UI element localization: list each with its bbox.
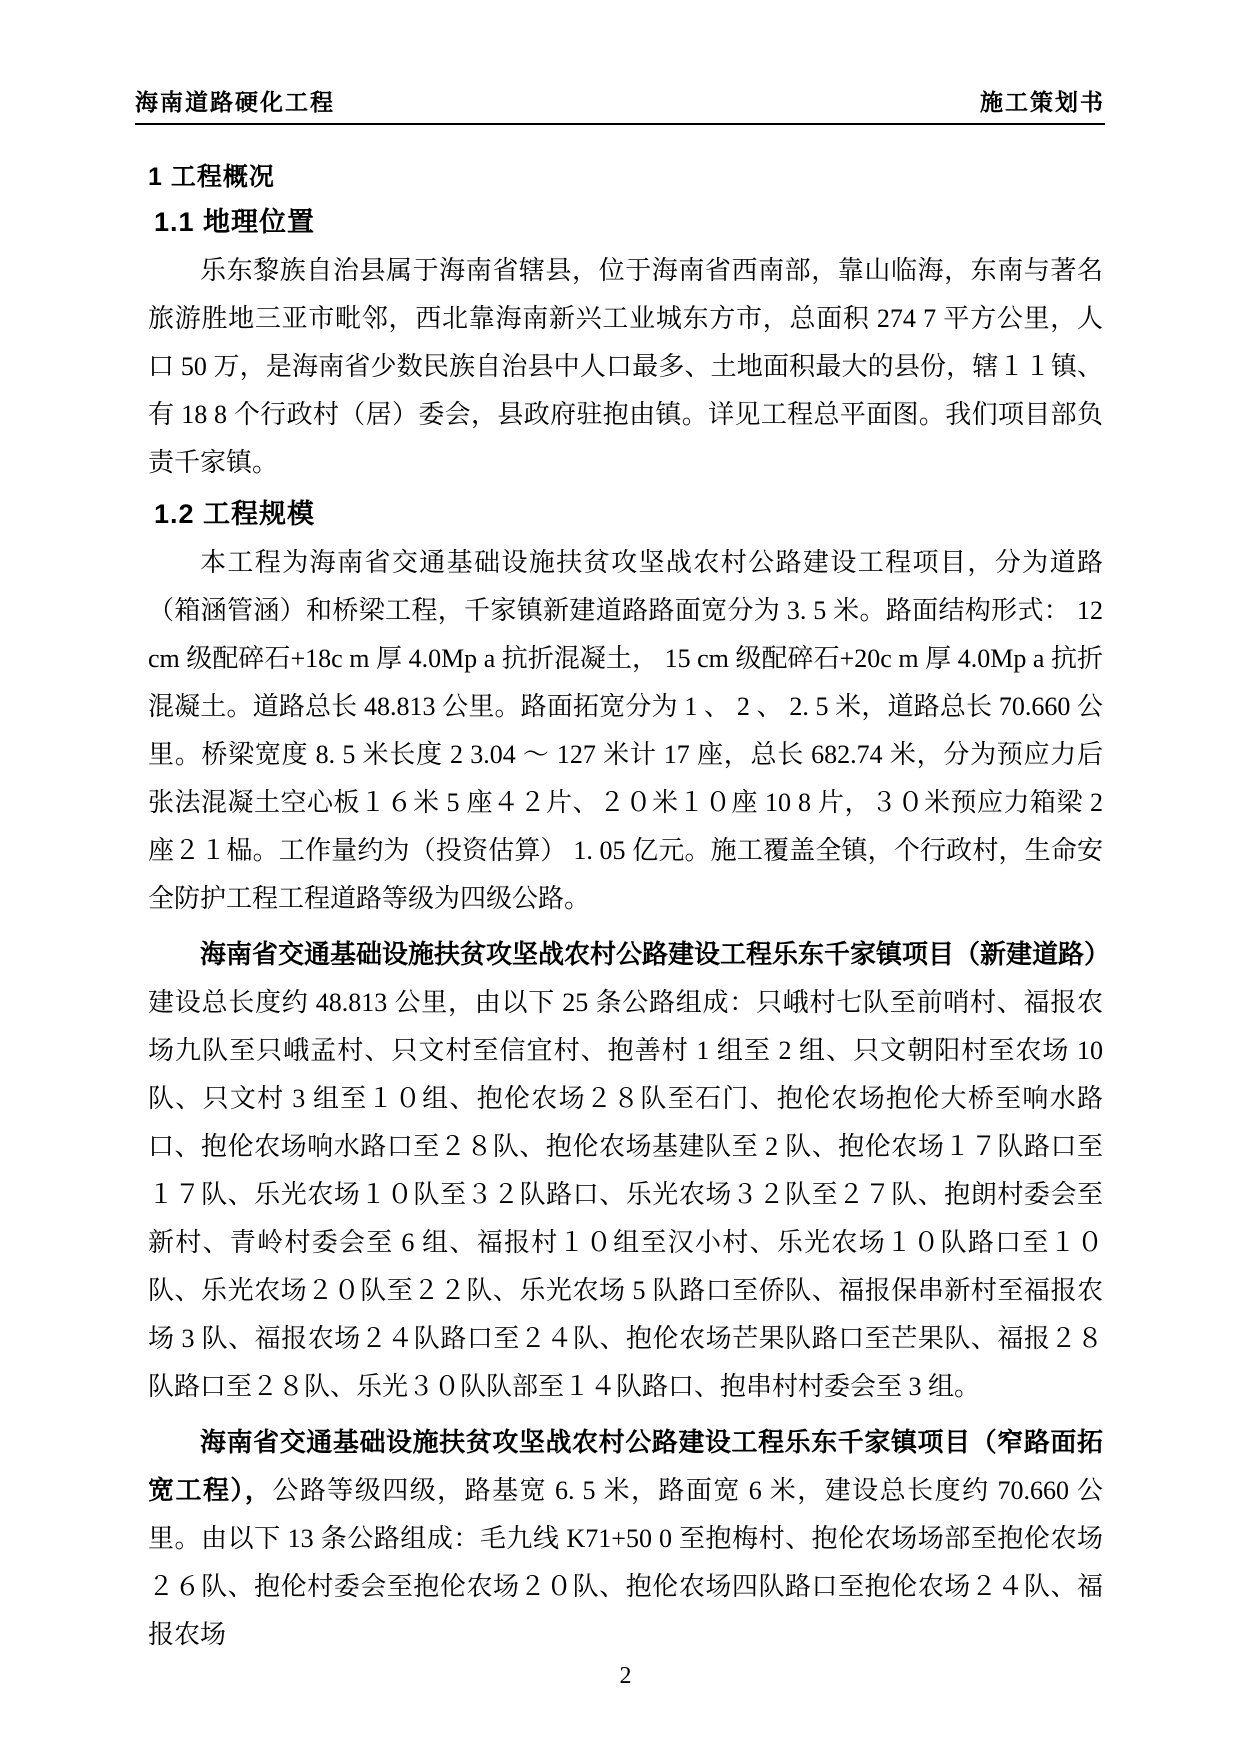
paragraph-widening-project — [148, 1419, 1103, 1659]
page-footer — [148, 1661, 1103, 1691]
header-left-title: 海南道路硬化工程 — [135, 90, 335, 115]
document-body — [148, 161, 1111, 1691]
header-right-title: 施工策划书 — [980, 90, 1105, 115]
page-number: 2 — [619, 1663, 632, 1689]
widening-project-title: 海南省交通基础设施扶贫攻坚战农村公路建设工程乐东千家镇项目（窄路面拓宽工程）， — [148, 1428, 1103, 1505]
new-road-project-title: 海南省交通基础设施扶贫攻坚战农村公路建设工程乐东千家镇项目（新建道路） — [200, 940, 1111, 969]
paragraph-new-road-project — [148, 931, 1111, 1411]
new-road-project-detail: 建设总长度约 48.813 公里，由以下 25 条公路组成：只峨村七队至前哨村、福报农场九队至只峨孟村、只文村至信宜村、抱善村 1 组至 2 组、只文朝阳村至农场 10 队、只文村 3 组至１０组、抱伦农场２８队至石门、抱伦农场抱伦大桥至响水路口、抱伦农场响水路口至２８队、抱伦农场基建队至 2 队、抱伦农场１７队路口至１７队、乐光农场１０队至３２队路口、乐光农场３２队至２７队、抱朗村委会至新村、青岭村委会至 6 组、福报村１０组至汉小村、乐光农场１０队路口至１０队、乐光农场２０队至２２队、乐光农场 5 队路口至侨队、福报保串新村至福报农场 3 队、福报农场２４队路口至２４队、抱伦农场芒果队路口至芒果队、福报２８队路口至２８队、乐光３０队队部至１４队路口、抱串村村委会至 3 组。 — [148, 988, 1103, 1401]
heading-geographic-location: 1.1 地理位置 — [154, 207, 316, 237]
heading-project-overview: 1 工程概况 — [148, 163, 275, 191]
heading-project-scale: 1.2 工程规模 — [154, 499, 316, 529]
paragraph-geographic-location: 乐东黎族自治县属于海南省辖县，位于海南省西南部，靠山临海，东南与著名旅游胜地三亚市毗邻，西北靠海南新兴工业城东方市，总面积 274 7 平方公里，人口 50 万，是海南省少数民族自治县中人口最多、土地面积最大的县份，辖１１镇、有 18 8 个行政村（居）委会，县政府驻抱由镇。详见工程总平面图。我们项目部负责千家镇。 — [148, 256, 1103, 477]
widening-project-detail: 公路等级四级，路基宽 6. 5 米，路面宽 6 米，建设总长度约 70.660 公里。由以下 13 条公路组成：毛九线 K71+50 0 至抱梅村、抱伦农场场部至抱伦农场２６队、抱伦村委会至抱伦农场２０队、抱伦农场四队路口至抱伦农场２４队、福报农场 — [148, 1476, 1103, 1649]
paragraph-project-scale: 本工程为海南省交通基础设施扶贫攻坚战农村公路建设工程项目，分为道路（箱涵管涵）和桥梁工程，千家镇新建道路路面宽分为 3. 5 米。路面结构形式： 12 cm 级配碎石+18c m 厚 4.0Mp a 抗折混凝土， 15 cm 级配碎石+20c m 厚 4.0Mp a 抗折混凝土。道路总长 48.813 公里。路面拓宽分为 1 、 2 、 2. 5 米，道路总长 70.660 公里。桥梁宽度 8. 5 米长度 2 3.04 ～ 127 米计 17 座，总长 682.74 米，分为预应力后张法混凝土空心板１６米 5 座４２片、２０米１０座 10 8 片，３０米预应力箱梁 2 座２１榀。工作量约为（投资估算） 1. 05 亿元。施工覆盖全镇，个行政村，生命安全防护工程工程道路等级为四级公路。 — [148, 548, 1103, 913]
page-header — [135, 90, 1105, 125]
